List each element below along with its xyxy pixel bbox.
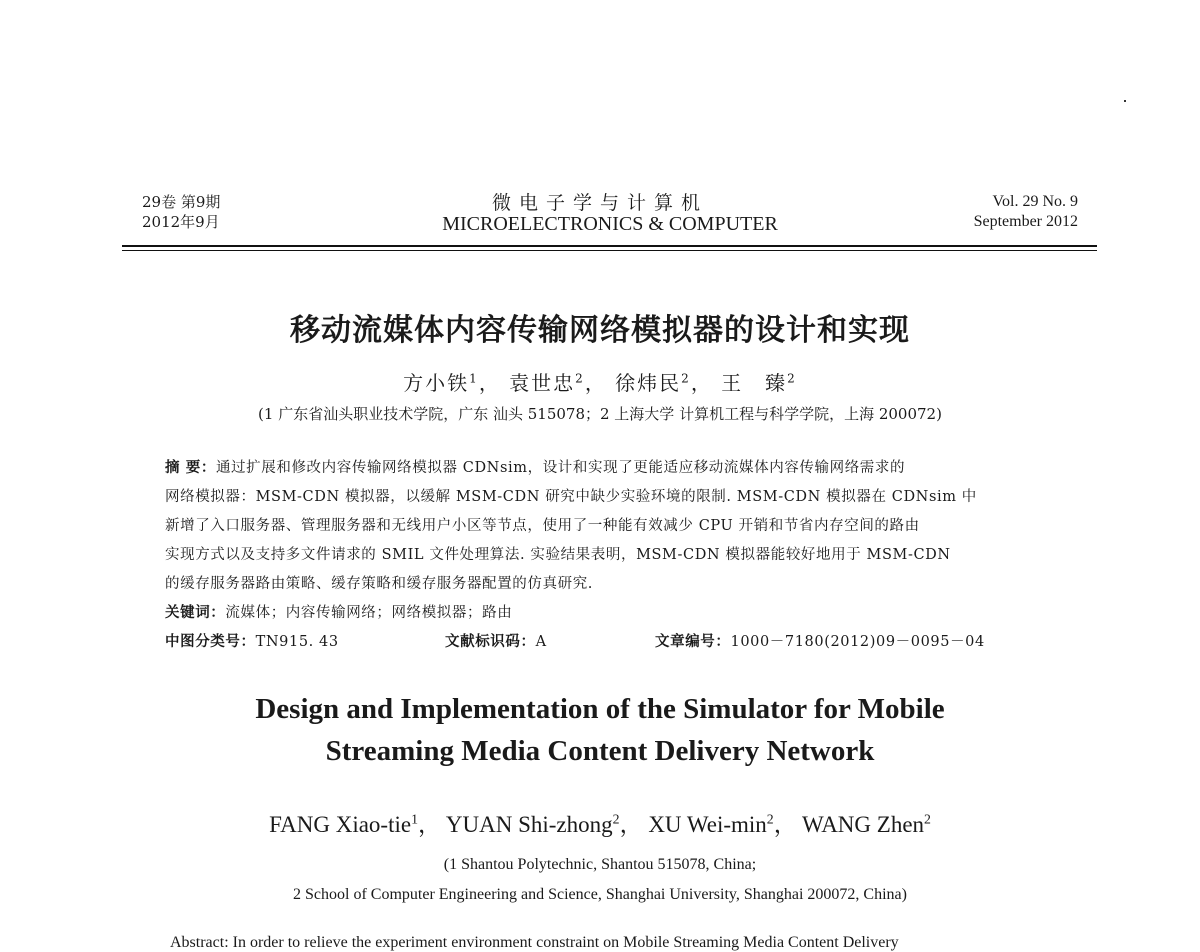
author-zh-1: 方小铁$^1$ [403, 371, 479, 395]
issue-date-en: September 2012 [973, 213, 1078, 230]
title-en-line-1: Design and Implementation of the Simulator for Mobile [255, 693, 945, 725]
issue-info-en [900, 192, 1078, 232]
issue-date: 2012年9月 [142, 213, 220, 231]
author-en-3: XU Wei-$\min^2$ [648, 811, 774, 837]
header-rule-thick [122, 245, 1097, 247]
keywords-zh [165, 601, 512, 622]
title-en-line-2: Streaming Media Content Delivery Network [325, 735, 875, 767]
abstract-zh-line-5: 的缓存服务器路由策略、缓存策略和缓存服务器配置的仿真研究. [165, 576, 594, 592]
author-en-1: FANG Xiao-tie$^1$ [269, 811, 418, 837]
affiliation-en-line-2: 2 School of Computer Engineering and Science, Shanghai University, Shanghai 200072, China) [293, 886, 907, 903]
author-zh-2: 袁世忠$^2$ [509, 371, 585, 395]
abstract-en-partial: Abstract: In order to relieve the experiment environment constraint on Mobile Streaming Media Content Delivery [170, 934, 899, 951]
authors-zh: 方小铁$^1$， 袁世忠$^2$， 徐炜民$^2$， 王 臻$^2$ [403, 371, 797, 395]
affiliation-en-line-1: (1 Shantou Polytechnic, Shantou 515078, China; [443, 856, 757, 873]
affiliation-zh: (1 广东省汕头职业技术学院，广东 汕头 515078；2 上海大学 计算机工程与科学学院，上海 200072) [258, 405, 942, 423]
issue-volume: 29卷 第9期 [142, 193, 221, 211]
classification-code: 中图分类号：TN915. 43 [165, 633, 339, 650]
authors-en: FANG Xiao-tie$^1$， YUAN Shi-zhong$^2$， XU Wei-$\min^2$， WANG Zhen$^2$ [269, 811, 931, 837]
document-code: 文献标识码：A [445, 633, 547, 650]
abstract-zh-line-3: 新增了入口服务器、管理服务器和无线用户小区等节点，使用了一种能有效减少 CPU 开销和节省内存空间的路由 [165, 518, 920, 534]
abstract-zh-label: 摘 要： [165, 459, 216, 476]
abstract-zh-line-2: 网络模拟器：MSM-CDN 模拟器，以缓解 MSM-CDN 研究中缺少实验环境的限制. MSM-CDN 模拟器在 CDNsim 中 [165, 489, 977, 505]
keywords-text: 流媒体；内容传输网络；网络模拟器；路由 [225, 605, 513, 621]
abstract-zh-line-4: 实现方式以及支持多文件请求的 SMIL 文件处理算法. 实验结果表明，MSM-CDN 模拟器能较好地用于 MSM-CDN [165, 547, 951, 563]
author-en-4: WANG Zhen$^2$ [802, 811, 931, 837]
header-rule-thin [122, 250, 1097, 251]
keywords-label: 关键词： [165, 604, 226, 621]
article-number: 文章编号：1000－7180(2012)09－0095－04 [655, 633, 985, 650]
journal-name-en: MICROELECTRONICS & COMPUTER [442, 213, 778, 235]
author-zh-3: 徐炜民$^2$ [615, 371, 691, 395]
author-zh-4: 王 臻$^2$ [721, 371, 797, 395]
title-zh: 移动流媒体内容传输网络模拟器的设计和实现 [290, 313, 910, 348]
speck-mark [1124, 100, 1126, 102]
abstract-zh-line-1: 摘 要：通过扩展和修改内容传输网络模拟器 CDNsim，设计和实现了更能适应移动流媒体内容传输网络需求的 [165, 459, 906, 476]
journal-name-zh: 微电子学与计算机 [491, 192, 708, 214]
issue-volume-en: Vol. 29 No. 9 [992, 193, 1078, 210]
author-en-2: YUAN Shi-zhong$^2$ [445, 811, 620, 837]
